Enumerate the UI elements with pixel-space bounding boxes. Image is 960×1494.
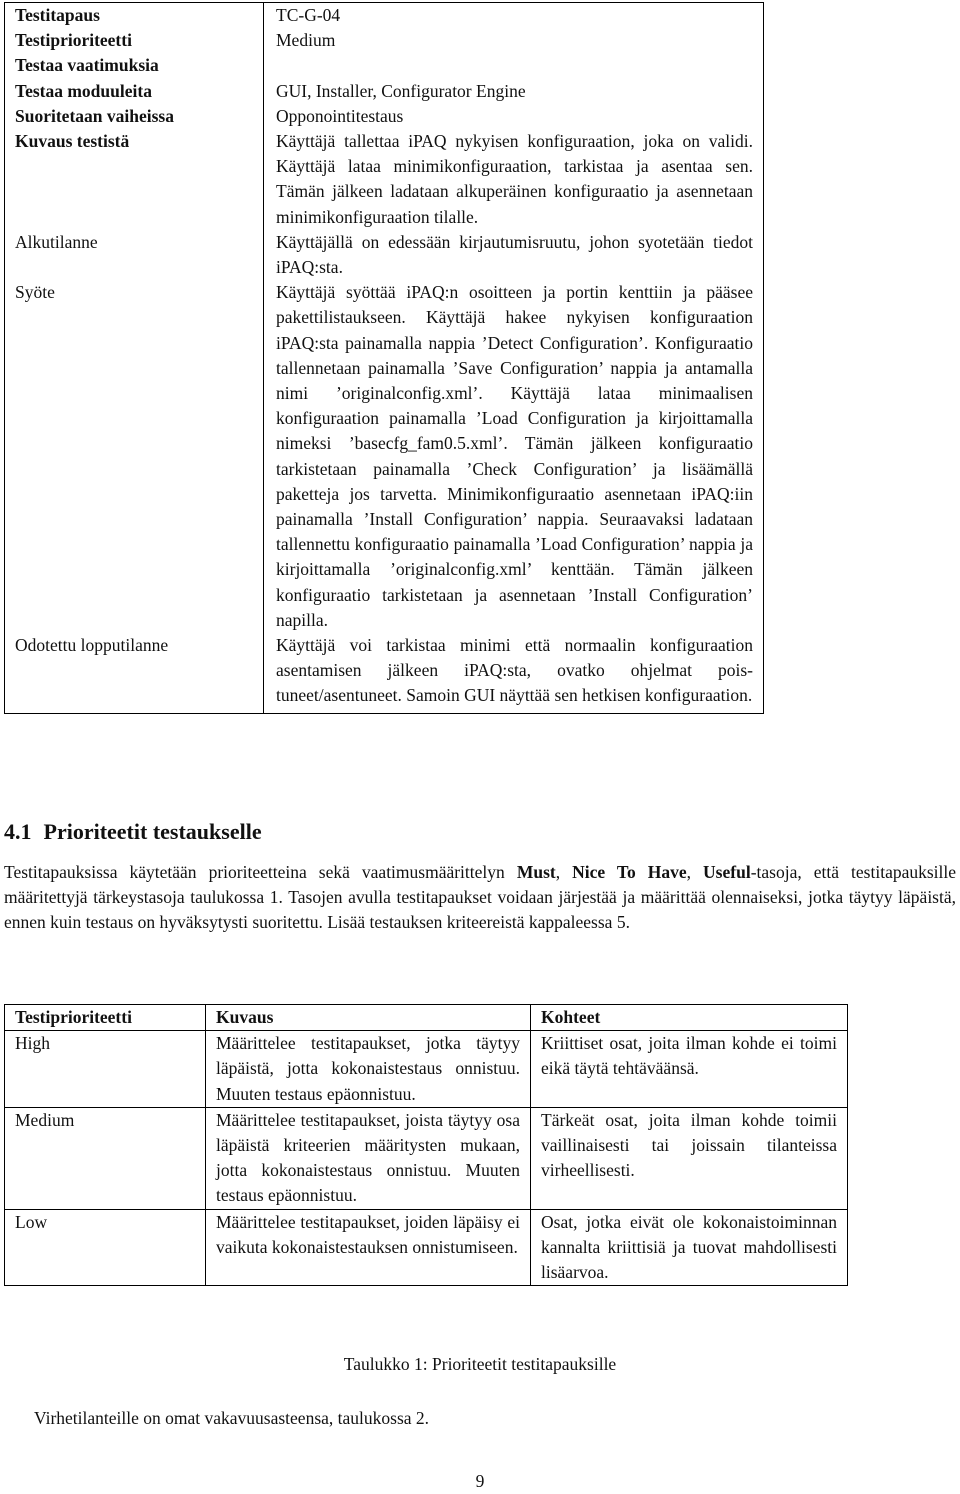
- priority-targets: Kriittiset osat, joita ilman kohde ei toimi eikä täytä tehtäväänsä.: [531, 1031, 848, 1108]
- priority-row-low: [5, 1209, 848, 1286]
- tc-label: Testaa vaatimuksia: [5, 53, 264, 78]
- tc-value: GUI, Installer, Configurator Engine: [276, 80, 526, 101]
- table-caption: Taulukko 1: Prioriteetit testitapauksille: [343, 1354, 617, 1374]
- tc-label: Syöte: [5, 280, 264, 633]
- priority-row-medium: [5, 1107, 848, 1209]
- para-useful: Useful: [703, 862, 751, 882]
- section-title: Prioriteetit testaukselle: [43, 819, 262, 844]
- para-sep: ,: [686, 862, 704, 882]
- priority-row-high: [5, 1031, 848, 1108]
- tc-label: Kuvaus testistä: [5, 129, 264, 230]
- header-kohteet: Kohteet: [531, 1005, 848, 1031]
- tc-label: Testitapaus: [5, 3, 264, 29]
- tc-value: Käyttäjällä on edessään kirjautumisruutu, johon syotetään tiedot iPAQ:sta.: [276, 231, 753, 278]
- tc-value: Opponointitestaus: [276, 105, 404, 126]
- priority-level: Low: [5, 1209, 206, 1286]
- tc-label: Odotettu lopputilanne: [5, 633, 264, 713]
- priority-targets: Tärkeät osat, joita ilman kohde toimii vaillinaisesti tai joissain tilanteissa virheellisesti.: [531, 1107, 848, 1209]
- priority-description: Määrittelee testitapaukset, joista täytyy osa läpäistä kriteerien määritysten mukaan, jotta kokonaistestaus onnistuu. Muuten testaus epäonnistuu.: [206, 1107, 531, 1209]
- tc-label: Suoritetaan vaiheissa: [5, 104, 264, 129]
- tc-row-testaa-moduuleita: [5, 79, 764, 104]
- tc-row-testaa-vaatimuksia: [5, 53, 764, 78]
- header-testiprioriteetti: Testiprioriteetti: [5, 1005, 206, 1031]
- tc-row-testitapaus: [5, 3, 764, 29]
- priority-level: Medium: [5, 1107, 206, 1209]
- priority-description: Määrittelee testitapaukset, joiden läpäisy ei vaikuta kokonaistestauksen onnistumiseen.: [206, 1209, 531, 1286]
- tc-label: Testaa moduuleita: [5, 79, 264, 104]
- para-must: Must: [516, 862, 556, 882]
- tc-value: TC-G-04: [276, 5, 341, 25]
- para-nice-to-have: Nice To Have: [572, 862, 687, 882]
- para-text: -tasoja, että testitapauksille määritettyjä tärkeystasoja taulukossa 1. Tasojen avulla testitapaukset voidaan järjestää ja määrittää olennaiseksi, jotka täytyy läpäistä, ennen kuin testaus on hyväksytysti suoritettu. Lisää testauksen kriteereistä kappaleessa 5.: [4, 862, 957, 933]
- priority-table: [4, 1004, 848, 1286]
- tc-row-syote: [5, 280, 764, 633]
- header-kuvaus: Kuvaus: [206, 1005, 531, 1031]
- priority-targets: Osat, jotka eivät ole kokonaistoiminnan kannalta kriittisiä ja tuovat mahdollisesti lisäarvoa.: [541, 1211, 837, 1283]
- priority-description: Määrittelee testitapaukset, jotka täytyy läpäistä, jotta kokonaistestaus onnistuu. Muuten testaus epäonnistuu.: [206, 1031, 531, 1108]
- tc-value: Medium: [276, 30, 336, 51]
- priority-header-row: [5, 1005, 848, 1031]
- para-text: Testitapauksissa käytetään prioriteetteina sekä vaatimusmäärittelyn: [4, 862, 517, 882]
- tc-row-kuvaus-testista: [5, 129, 764, 230]
- priority-level: High: [5, 1031, 206, 1108]
- tc-row-suoritetaan-vaiheissa: [5, 104, 764, 129]
- tc-row-testiprioriteetti: [5, 28, 764, 53]
- section-paragraph: [4, 860, 956, 936]
- tc-label: Alkutilanne: [5, 230, 264, 280]
- section-number: 4.1: [4, 819, 32, 844]
- tc-value: Käyttäjä voi tarkistaa minimi että normaalin konfiguraation asentamisen jälkeen iPAQ:sta, ovatko ohjelmat poistuneet/asentuneet. Samoin GUI näyttää sen hetkisen konfiguraation.: [276, 635, 753, 706]
- test-case-table: [4, 2, 764, 714]
- tc-value: Käyttäjä syöttää iPAQ:n osoitteen ja portin kenttiin ja pääsee pakettilistaukseen. Käyttäjä hakee nykyisen konfiguraation iPAQ:sta painamalla nappia ’Detect Configuration’. Konfiguraatio tallennetaan painamalla ’Save Configuration’ nappia ja antamalla nimi ’originalconfig.xml’. Käyttäjä lataa minimaalisen konfiguraation painamalla ’Load Configuration ja kirjoittamalla nimeksi ’basecfg_fam0.5.xml’. Tämän jälkeen konfiguraatio tarkistetaan painamalla ’Check Configuration’ ja lisäämällä paketteja jos tarvetta. Minimikonfiguraatio asennetaan iPAQ:iin painamalla ’Install Configuration’ nappia. Seuraavaksi ladataan tallennettu konfiguraatio painamalla ’Load Configuration’ nappia ja kirjoittamalla ’originalconfig.xml’ kenttään. Tämän jälkeen konfiguraatio tarkistetaan ja asennetaan ’Install Configuration’ napilla.: [276, 282, 753, 630]
- para-sep: ,: [555, 862, 573, 882]
- severity-note: Virhetilanteille on omat vakavuusasteensa, taulukossa 2.: [34, 1408, 430, 1428]
- tc-row-alkutilanne: [5, 230, 764, 280]
- page-number: 9: [475, 1471, 485, 1491]
- tc-value: [264, 53, 764, 78]
- tc-value: Käyttäjä tallettaa iPAQ nykyisen konfiguraation, joka on validi. Käyttäjä lataa minimikonfiguraation, tarkistaa ja asentaa sen. Tämän jälkeen ladataan alkuperäinen konfiguraatio ja asennetaan minimikonfiguraation tilalle.: [276, 131, 753, 227]
- tc-row-odotettu-lopputilanne: [5, 633, 764, 713]
- tc-label: Testiprioriteetti: [5, 28, 264, 53]
- section-heading: [4, 818, 262, 846]
